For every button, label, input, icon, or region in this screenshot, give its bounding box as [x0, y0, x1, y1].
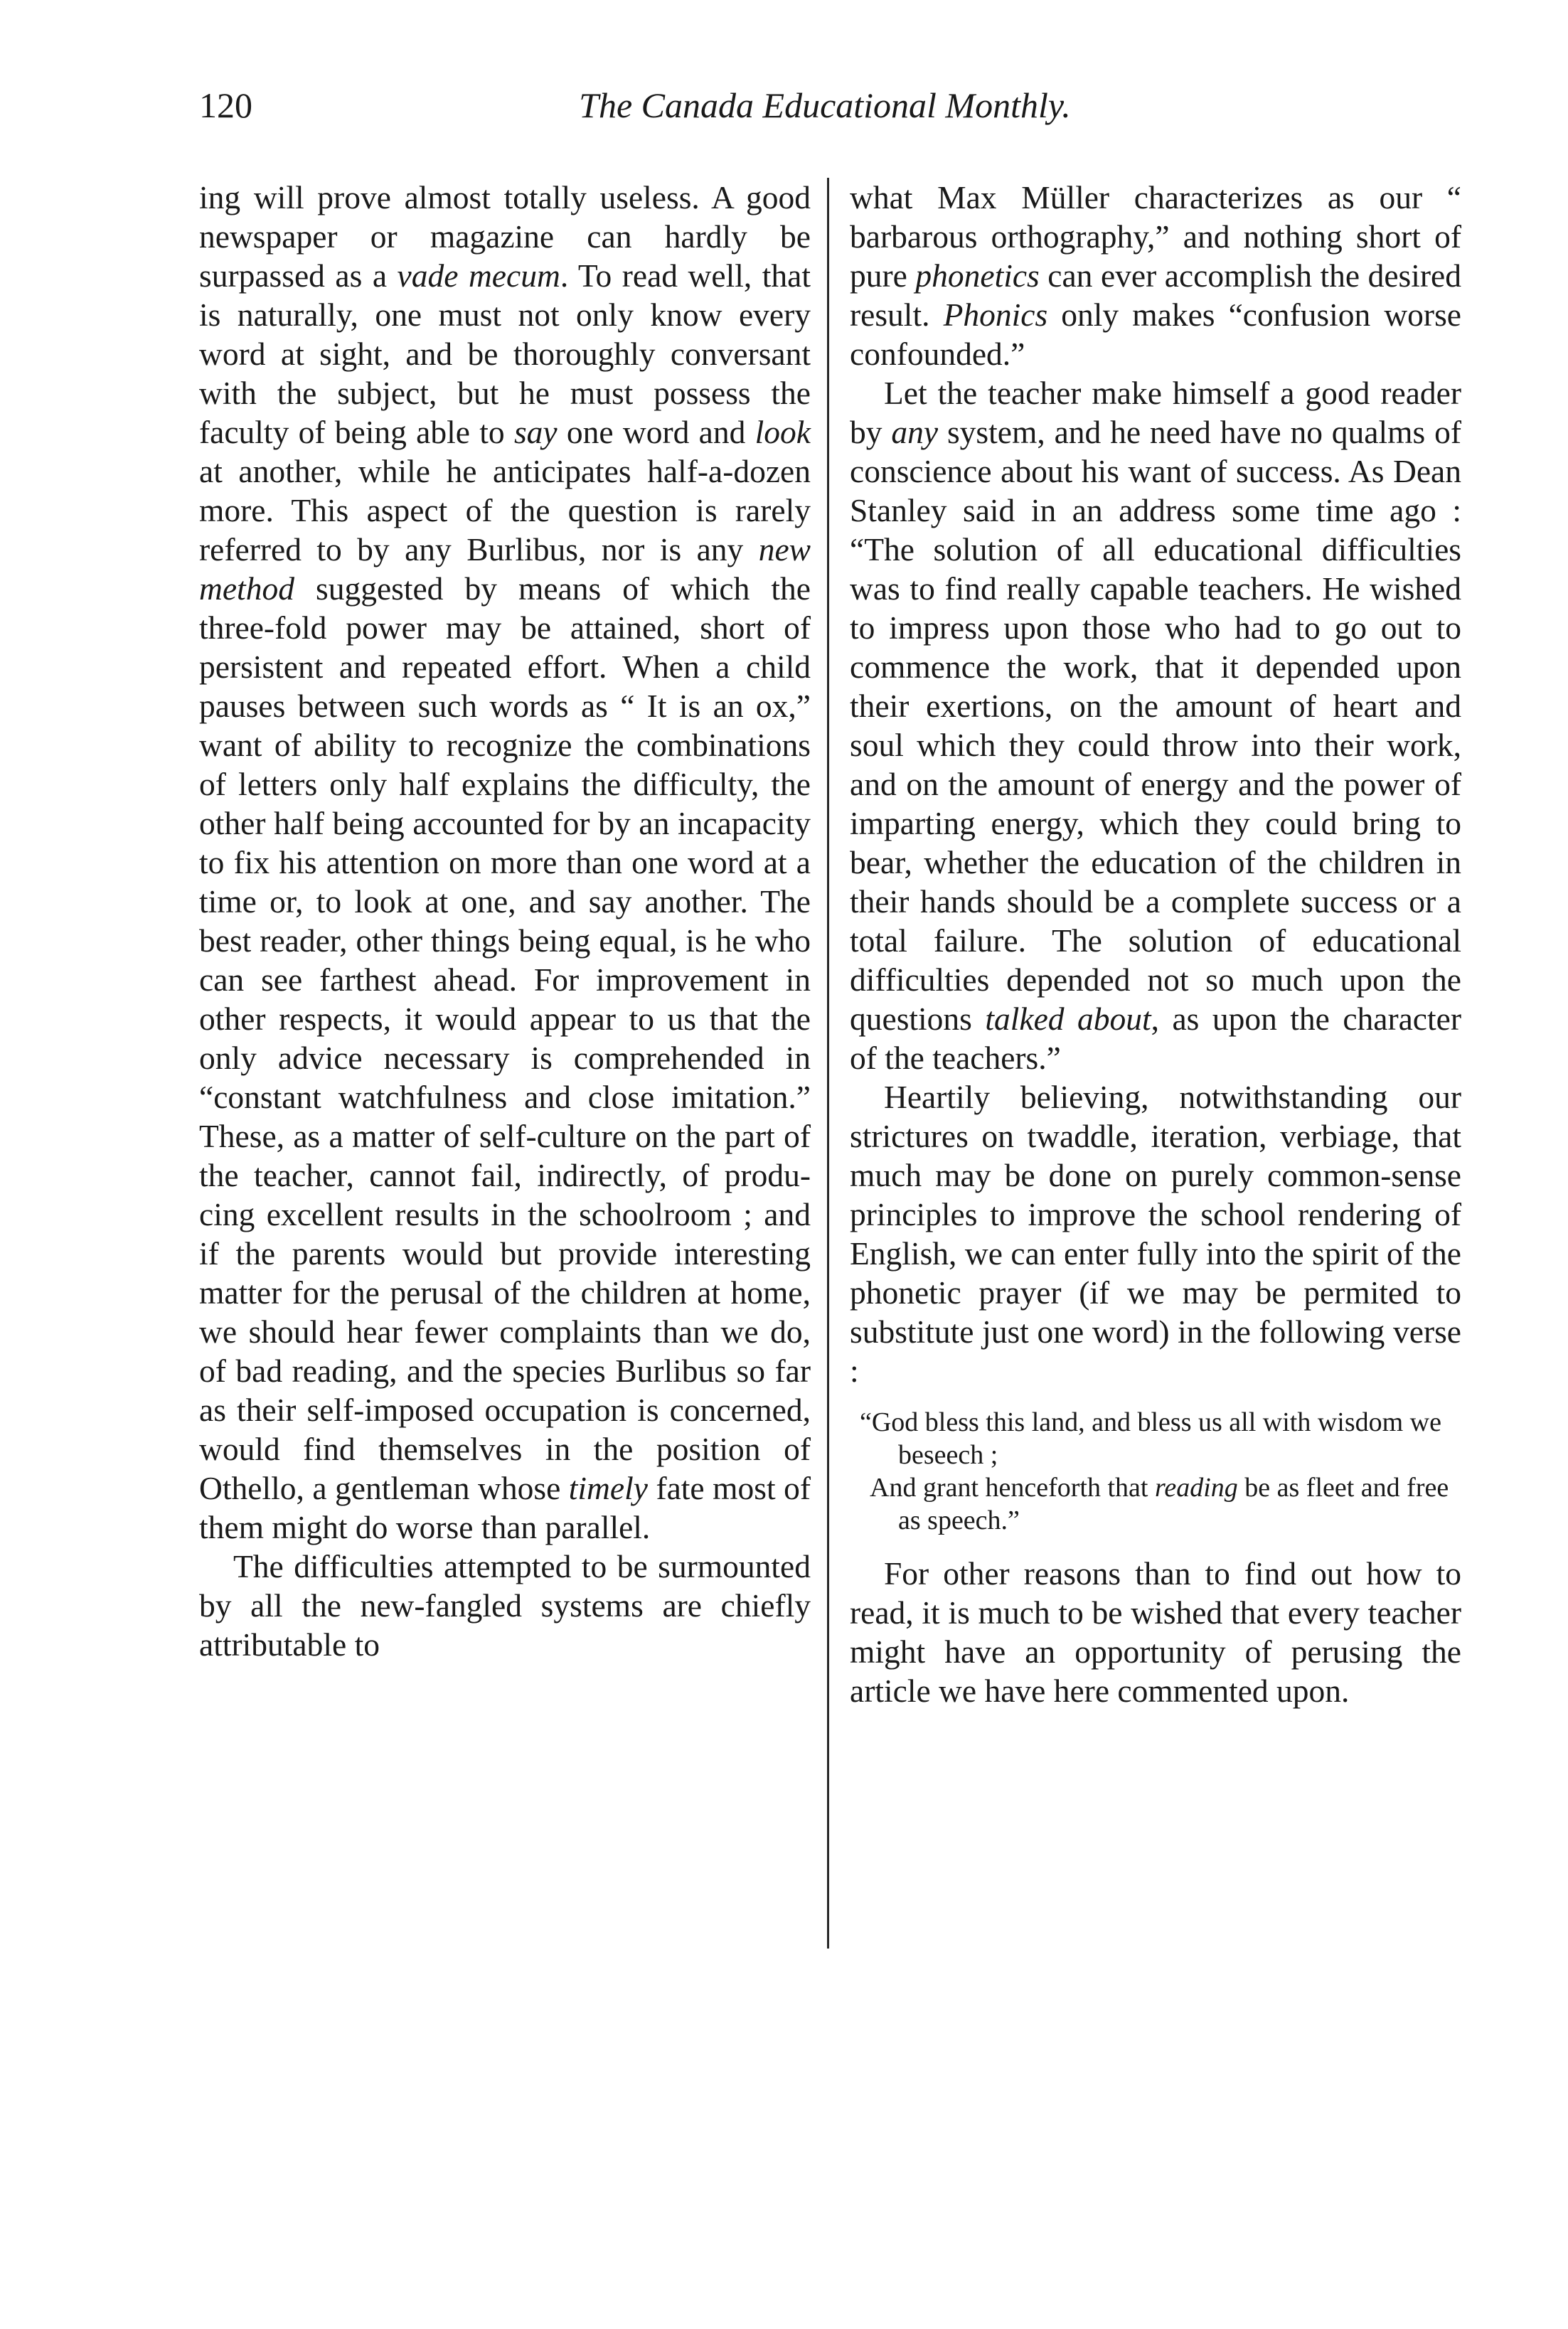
italic-run: new method	[199, 531, 811, 607]
text-run: suggested by means of which the three-fold power may be attained, short of persistent and repeated effort. When a child pauses between such words as “ It is an ox,” want of ability to recognize the combinations of letters only half explains the difficulty, the other half being accounted for by an incapacity to fix his attention on more than one word at a time or, to look at one, and say another. The best reader, other things being equal, is he who can see farthest ahead. For improvement in other respects, it would appear to us that the only advice necessary is comprehended in “constant watchfulness and close imitation.” These, as a matter of self-culture on the part of the teacher, cannot fail, indirectly, of producing excellent results in the schoolroom ; and if the parents would but provide interesting matter for the perusal of the children at home, we should hear fewer complaints than we do, of bad reading, and the species Burlibus so far as their self-imposed occupation is concerned, would find themselves in the position of Othello, a gentleman whose	[199, 570, 811, 1506]
text-run: Let the teacher make himself a good reader by	[850, 375, 1461, 450]
running-title: The Canada Educational Monthly.	[579, 85, 1071, 125]
paragraph-left-2: The difficulties attempted to be surmounted by all the new-fangled systems are chiefly attributable to	[199, 1548, 811, 1663]
verse-quote	[850, 1406, 1461, 1537]
text-run: one word and	[557, 414, 755, 450]
page-number: 120	[199, 85, 252, 125]
italic-run: reading	[1154, 1473, 1238, 1503]
text-run: . To read well, that is naturally, one must not only know every word at sight, and be thoroughly conversant with the subject, but he must possess the faculty of being able to	[199, 257, 811, 450]
italic-run: phonetics	[915, 257, 1040, 294]
paragraph-right-2	[850, 373, 1461, 1077]
italic-run: say	[513, 414, 558, 450]
paragraph-right-4: For other reasons than to find out how to read, it is much to be wished that every teacher might have an opportunity of perusing the article we have here commented upon.	[850, 1555, 1461, 1709]
text-run: fate most of them might do worse than parallel.	[199, 1470, 811, 1545]
italic-run: any	[891, 414, 939, 450]
text-run: can ever accomplish the desired result.	[850, 257, 1461, 333]
text-run: ing will prove almost totally useless. A good newspaper or magazine can hardly be surpassed as a	[199, 179, 811, 294]
right-column	[850, 178, 1461, 1710]
italic-run: Phonics	[943, 297, 1048, 333]
italic-run: talked about	[985, 1001, 1151, 1037]
italic-run: vade mecum	[397, 257, 560, 294]
text-run: system, and he need have no qualms of conscience about his want of success. As Dean Stanley said in an address some time ago : “The solution of all educational difficulties was to find really capable teachers. He wished to impress upon those who had to go out to commence the work, that it depended upon their exertions, on the amount of heart and soul which they could throw into their work, and on the amount of energy and the power of imparting energy, which they could bring to bear, whether the education of the children in their hands should be a complete success or a total failure. The solution of educational difficulties depended not so much upon the questions	[850, 414, 1462, 1037]
left-column	[199, 178, 811, 1664]
verse-line-2	[850, 1471, 1461, 1537]
italic-run: look	[754, 414, 811, 450]
text-run: what Max Müller characterizes as our “ barbarous orthography,” and nothing short of pure	[850, 179, 1461, 294]
paragraph-right-1	[850, 178, 1461, 373]
paragraph-left-1	[199, 178, 811, 1547]
text-run: be as fleet and free as speech.”	[898, 1473, 1449, 1535]
text-run: , as upon the character of the teachers.”	[850, 1001, 1461, 1076]
column-divider	[827, 178, 829, 1949]
italic-run: timely	[568, 1470, 648, 1506]
text-run: at another, while he anticipates half-a-dozen more. This aspect of the question is rarely referred to by any Burlibus, nor is any	[199, 453, 811, 567]
text-run: only makes “confusion worse confounded.”	[850, 297, 1461, 372]
paragraph-right-3: Heartily believing, notwithstanding our strictures on twaddle, iteration, verbiage, that much may be done on purely common-sense principles to improve the school rendering of English, we can enter fully into the spirit of the phonetic prayer (if we may be permited to substitute just one word) in the following verse :	[850, 1079, 1461, 1389]
verse-line-1: “God bless this land, and bless us all with wisdom we beseech ;	[860, 1407, 1441, 1470]
text-run: And grant henceforth that	[870, 1473, 1155, 1503]
page-header	[199, 84, 1451, 134]
